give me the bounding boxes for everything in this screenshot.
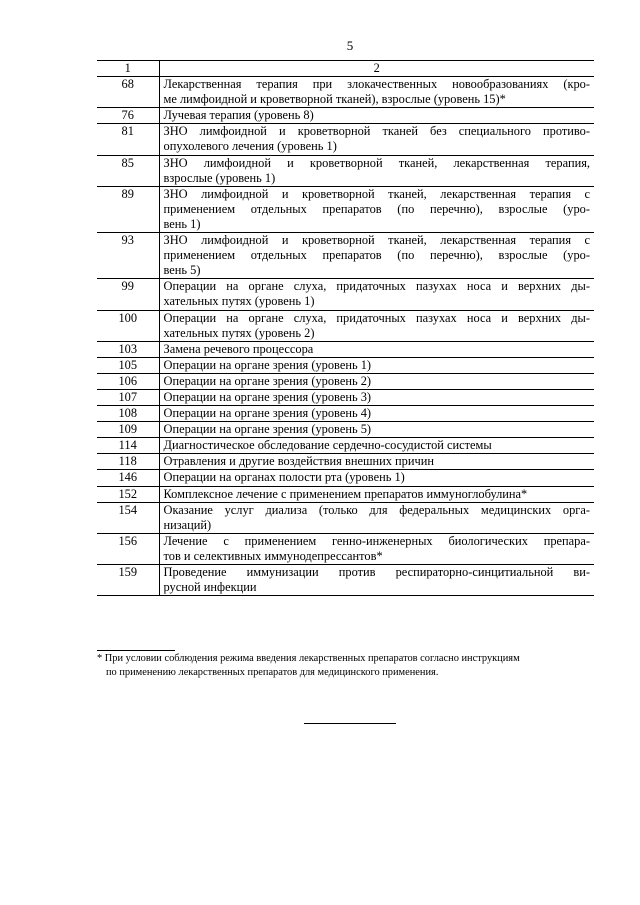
description-line: Оказание услуг диализа (только для федеральных медицинских орга- xyxy=(163,502,590,517)
table-row xyxy=(97,108,594,124)
description-line: взрослые (уровень 1) xyxy=(163,170,276,185)
row-number: 68 xyxy=(97,77,159,108)
end-of-document-rule xyxy=(304,723,396,724)
table-row xyxy=(97,233,594,279)
description-line: Операции на органе зрения (уровень 5) xyxy=(163,422,372,437)
description-line: опухолевого лечения (уровень 1) xyxy=(163,139,337,154)
page-number: 5 xyxy=(346,38,354,53)
row-number: 103 xyxy=(97,341,159,357)
table-header-row xyxy=(97,61,594,77)
description-line: Операции на органе слуха, придаточных пазухах носа и верхних ды- xyxy=(163,279,590,294)
column-header-description: 2 xyxy=(159,61,594,77)
row-number: 93 xyxy=(97,233,159,279)
column-header-number: 1 xyxy=(97,61,159,77)
row-description xyxy=(159,422,594,438)
table-row xyxy=(97,533,594,564)
description-line: Отравления и другие воздействия внешних причин xyxy=(163,454,434,469)
row-description xyxy=(159,373,594,389)
description-line: Операции на органах полости рта (уровень 1) xyxy=(163,470,405,485)
table-row xyxy=(97,486,594,502)
table-row xyxy=(97,77,594,108)
footnote-line-1: * При условии соблюдения режима введения лекарственных препаратов согласно инструкциям xyxy=(97,653,520,664)
row-number: 154 xyxy=(97,502,159,533)
row-number: 114 xyxy=(97,438,159,454)
row-description xyxy=(159,565,594,596)
description-line: Диагностическое обследование сердечно-сосудистой системы xyxy=(163,438,492,453)
table-row xyxy=(97,422,594,438)
services-table xyxy=(97,60,594,596)
table-row xyxy=(97,310,594,341)
row-number: 81 xyxy=(97,124,159,155)
row-description xyxy=(159,124,594,155)
row-number: 76 xyxy=(97,108,159,124)
table-row xyxy=(97,186,594,232)
description-line: Операции на органе зрения (уровень 4) xyxy=(163,406,372,421)
footnote-separator xyxy=(97,650,175,651)
table-row xyxy=(97,373,594,389)
description-line: ЗНО лимфоидной и кроветворной тканей, лекарственная терапия, xyxy=(163,155,590,170)
row-description xyxy=(159,486,594,502)
row-description xyxy=(159,279,594,310)
description-line: хательных путях (уровень 2) xyxy=(163,325,315,340)
row-description xyxy=(159,186,594,232)
description-line: русной инфекции xyxy=(163,580,257,595)
description-line: Операции на органе зрения (уровень 2) xyxy=(163,373,372,388)
row-description xyxy=(159,108,594,124)
footnote-line-2: по применению лекарственных препаратов для медицинского применения. xyxy=(106,667,439,678)
row-description xyxy=(159,233,594,279)
table-row xyxy=(97,124,594,155)
description-line: низаций) xyxy=(163,517,212,532)
row-number: 146 xyxy=(97,470,159,486)
table-body xyxy=(97,77,594,596)
description-line: Операции на органе слуха, придаточных пазухах носа и верхних ды- xyxy=(163,310,590,325)
table-row xyxy=(97,341,594,357)
row-description xyxy=(159,357,594,373)
description-line: вень 1) xyxy=(163,216,201,231)
table-row xyxy=(97,406,594,422)
row-number: 106 xyxy=(97,373,159,389)
row-description xyxy=(159,155,594,186)
row-number: 99 xyxy=(97,279,159,310)
row-number: 105 xyxy=(97,357,159,373)
description-line: применением отдельных препаратов (по перечню), взрослые (уро- xyxy=(163,201,590,216)
description-line: Лекарственная терапия при злокачественных новообразованиях (кро- xyxy=(163,77,590,92)
description-line: Операции на органе зрения (уровень 1) xyxy=(163,357,372,372)
row-description xyxy=(159,502,594,533)
row-number: 159 xyxy=(97,565,159,596)
row-description xyxy=(159,406,594,422)
description-line: Проведение иммунизации против респираторно-синцитиальной ви- xyxy=(163,565,590,579)
table-row xyxy=(97,155,594,186)
row-number: 100 xyxy=(97,310,159,341)
row-number: 156 xyxy=(97,533,159,564)
row-description xyxy=(159,310,594,341)
table-row xyxy=(97,565,594,596)
description-line: ЗНО лимфоидной и кроветворной тканей, лекарственная терапия с xyxy=(163,233,590,248)
row-description xyxy=(159,389,594,405)
row-description xyxy=(159,454,594,470)
row-description xyxy=(159,533,594,564)
description-line: применением отдельных препаратов (по перечню), взрослые (уро- xyxy=(163,248,590,263)
table-row xyxy=(97,454,594,470)
description-line: Операции на органе зрения (уровень 3) xyxy=(163,389,372,404)
table-row xyxy=(97,502,594,533)
row-number: 85 xyxy=(97,155,159,186)
description-line: тов и селективных иммунодепрессантов* xyxy=(163,548,383,563)
row-description xyxy=(159,77,594,108)
row-number: 107 xyxy=(97,389,159,405)
row-description xyxy=(159,470,594,486)
table-row xyxy=(97,438,594,454)
description-line: хательных путях (уровень 1) xyxy=(163,294,315,309)
table-row xyxy=(97,357,594,373)
table-row xyxy=(97,389,594,405)
table-row xyxy=(97,279,594,310)
row-number: 89 xyxy=(97,186,159,232)
description-line: Лучевая терапия (уровень 8) xyxy=(163,108,314,123)
row-number: 108 xyxy=(97,406,159,422)
description-line: ЗНО лимфоидной и кроветворной тканей, лекарственная терапия с xyxy=(163,186,590,201)
description-line: Замена речевого процессора xyxy=(163,341,314,356)
description-line: ЗНО лимфоидной и кроветворной тканей без специального противо- xyxy=(163,124,590,139)
row-number: 152 xyxy=(97,486,159,502)
description-line: ме лимфоидной и кроветворной тканей), взрослые (уровень 15)* xyxy=(163,92,506,107)
footnote xyxy=(97,652,598,680)
row-description xyxy=(159,341,594,357)
description-line: Лечение с применением генно-инженерных биологических препара- xyxy=(163,533,590,548)
description-line: Комплексное лечение с применением препаратов иммуноглобулина* xyxy=(163,486,528,501)
row-number: 109 xyxy=(97,422,159,438)
row-number: 118 xyxy=(97,454,159,470)
table-row xyxy=(97,470,594,486)
row-description xyxy=(159,438,594,454)
description-line: вень 5) xyxy=(163,263,201,278)
